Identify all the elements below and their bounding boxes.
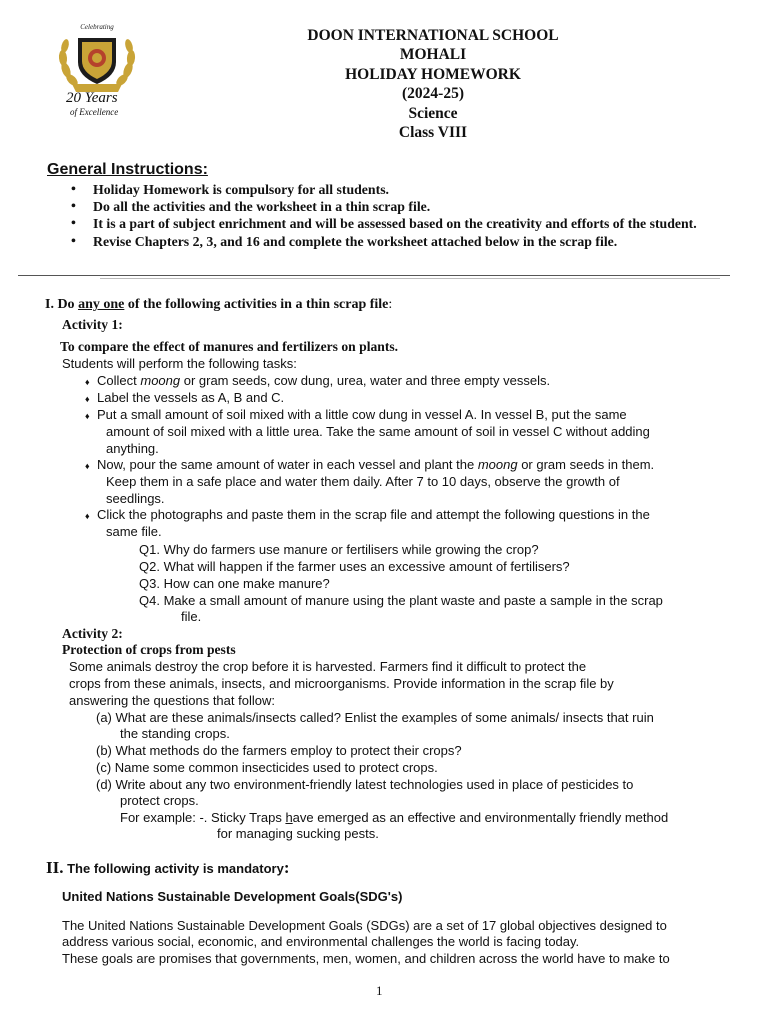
general-instructions-list — [93, 181, 728, 250]
activity-two-paragraph: Some animals destroy the crop before it is harvested. Farmers find it difficult to protect the — [69, 659, 587, 674]
activity-two-question-continued: the standing crops. — [120, 726, 230, 741]
activity-two-example-continued: for managing sucking pests. — [217, 826, 379, 841]
activity-one-intro: Students will perform the following tasks: — [62, 356, 297, 371]
activity-one-task-continued: seedlings. — [106, 491, 165, 506]
activity-one-task: Put a small amount of soil mixed with a little cow dung in vessel A. In vessel B, put the same — [97, 407, 627, 422]
instruction-item: • Holiday Homework is compulsory for all students. — [93, 181, 728, 198]
session-year: (2024-25) — [402, 85, 464, 103]
section-divider — [18, 275, 730, 276]
document-title: HOLIDAY HOMEWORK — [345, 65, 521, 83]
instruction-item: • Revise Chapters 2, 3, and 16 and complete the worksheet attached below in the scrap file. — [93, 233, 728, 250]
activity-one-task-continued: amount of soil mixed with a little urea. Take the same amount of soil in vessel C without adding — [106, 424, 650, 439]
sdg-heading: United Nations Sustainable Development Goals(SDG's) — [62, 889, 403, 904]
section-one-suffix: of the following activities in a thin scrap file — [124, 297, 389, 312]
sdg-paragraph: The United Nations Sustainable Development Goals (SDGs) are a set of 17 global objectives designed to — [62, 918, 667, 933]
activity-two-title: Protection of crops from pests — [62, 642, 236, 657]
activity-two-question-continued: protect crops. — [120, 793, 199, 808]
bullet-diamond-icon: ♦ — [85, 411, 90, 421]
activity-one-task: Now, pour the same amount of water in each vessel and plant the moong or gram seeds in them. — [97, 457, 655, 472]
logo-years-text: 20 Years — [66, 90, 118, 106]
class-name: Class VIII — [398, 124, 468, 142]
document-header — [260, 26, 606, 142]
activity-two-paragraph: crops from these animals, insects, and microorganisms. Provide information in the scrap file by — [69, 676, 614, 691]
logo-celebrating-text: Celebrating — [80, 23, 114, 31]
subject-name: Science — [408, 104, 458, 122]
instruction-item: • Do all the activities and the worksheet in a thin scrap file. — [93, 198, 728, 215]
activity-one-task-continued: anything. — [106, 441, 159, 456]
activity-one-title: To compare the effect of manures and fertilizers on plants. — [60, 339, 399, 354]
activity-one-question: Q4. Make a small amount of manure using the plant waste and paste a sample in the scrap — [139, 593, 663, 608]
section-one-emphasis: any one — [78, 297, 125, 312]
activity-two-question: (a) What are these animals/insects called? Enlist the examples of some animals/ insects that ruin — [96, 710, 654, 725]
section-two-numeral: II. — [46, 858, 64, 877]
bullet-diamond-icon: ♦ — [85, 461, 90, 471]
activity-one-question: Q1. Why do farmers use manure or fertilisers while growing the crop? — [139, 542, 539, 557]
section-one-heading — [45, 297, 392, 314]
activity-two-example: For example: -. Sticky Traps have emerged as an effective and environmentally friendly method — [120, 810, 669, 825]
general-instructions-title: General Instructions: — [47, 161, 208, 178]
section-one-prefix: I. Do — [45, 297, 79, 312]
activity-one-task-continued: Keep them in a safe place and water them daily. After 7 to 10 days, observe the growth of — [106, 474, 620, 489]
activity-one-task: Collect moong or gram seeds, cow dung, urea, water and three empty vessels. — [97, 373, 551, 388]
section-divider-secondary — [100, 278, 720, 279]
page-number: 1 — [376, 983, 383, 998]
activity-two-paragraph: answering the questions that follow: — [69, 693, 275, 708]
bullet-diamond-icon: ♦ — [85, 511, 90, 521]
activity-two-question: (d) Write about any two environment-friendly latest technologies used in place of pesticides to — [96, 777, 634, 792]
bullet-diamond-icon: ♦ — [85, 394, 90, 404]
activity-one-task: Click the photographs and paste them in the scrap file and attempt the following questions in the — [97, 507, 650, 522]
school-city: MOHALI — [399, 46, 467, 64]
logo-excellence-text: of Excellence — [70, 107, 119, 117]
activity-two-heading: Activity 2: — [62, 626, 123, 641]
activity-one-question-continued: file. — [181, 609, 202, 624]
activity-one-question: Q2. What will happen if the farmer uses an excessive amount of fertilisers? — [139, 559, 570, 574]
activity-one-question: Q3. How can one make manure? — [139, 576, 330, 591]
activity-one-task: Label the vessels as A, B and C. — [97, 390, 285, 405]
section-two-heading — [46, 860, 289, 878]
school-logo — [52, 18, 148, 118]
instruction-item: • It is a part of subject enrichment and will be assessed based on the creativity and efforts of the student. — [93, 215, 728, 232]
activity-two-question: (c) Name some common insecticides used to protect crops. — [96, 760, 438, 775]
activity-one-heading: Activity 1: — [62, 317, 123, 332]
sdg-paragraph: address various social, economic, and environmental challenges the world is facing today. — [62, 934, 580, 949]
bullet-diamond-icon: ♦ — [85, 377, 90, 387]
sdg-paragraph: These goals are promises that governments, men, women, and children across the world have to make to — [62, 951, 670, 966]
section-two-text: The following activity is mandatory — [63, 861, 284, 876]
section-one-colon: : — [388, 297, 393, 312]
activity-one-task-continued: same file. — [106, 524, 162, 539]
school-name: DOON INTERNATIONAL SCHOOL — [307, 27, 559, 44]
section-two-colon: : — [283, 858, 290, 877]
activity-two-question: (b) What methods do the farmers employ to protect their crops? — [96, 743, 462, 758]
